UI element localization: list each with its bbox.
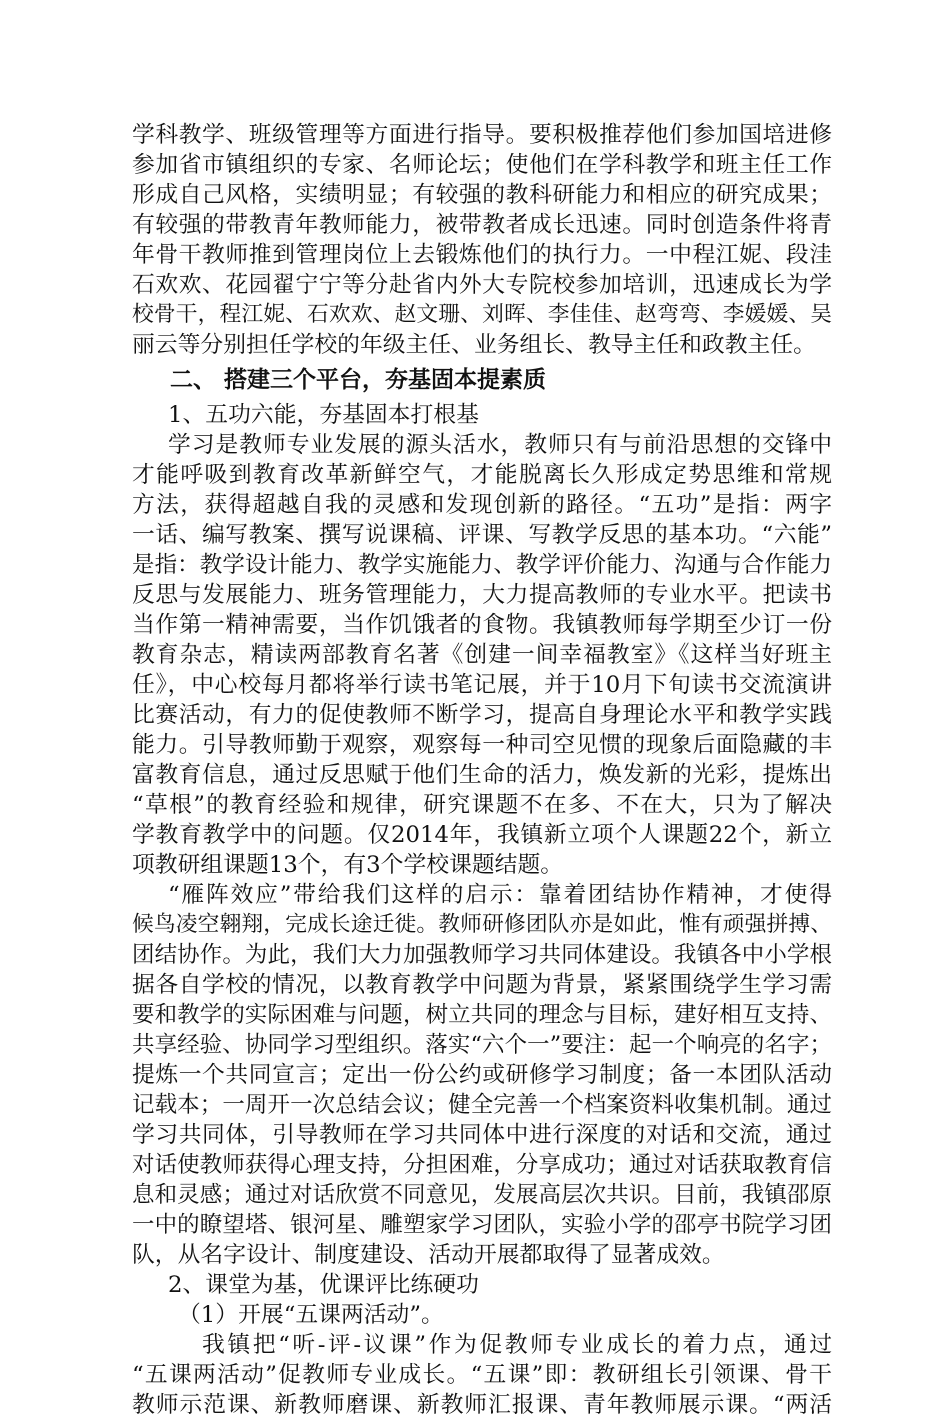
text-line: 要和教学的实际困难与问题，树立共同的理念与目标，建好相互支持、	[132, 1002, 832, 1028]
text-line: 学习共同体，引导教师在学习共同体中进行深度的对话和交流，通过	[132, 1122, 832, 1148]
text-line: 参加省市镇组织的专家、名师论坛；使他们在学科教学和班主任工作	[132, 152, 832, 178]
text-line: 校骨干，程江妮、石欢欢、赵文珊、刘晖、李佳佳、赵弯弯、李媛媛、吴	[132, 302, 832, 327]
text-line: 记载本；一周开一次总结会议；健全完善一个档案资料收集机制。通过	[132, 1092, 832, 1118]
text-line: 有较强的带教青年教师能力，被带教者成长迅速。同时创造条件将青	[132, 212, 832, 238]
text-line: 形成自己风格，实绩明显；有较强的教科研能力和相应的研究成果；	[132, 182, 832, 208]
paragraph-3	[132, 880, 832, 1270]
text-line: 共享经验、协同学习型组织。落实“六个一”要注：起一个响亮的名字；	[132, 1032, 832, 1058]
paragraph-2	[132, 430, 832, 880]
text-line: 学科教学、班级管理等方面进行指导。要积极推荐他们参加国培进修	[132, 122, 832, 148]
text-line: 队，从名字设计、制度建设、活动开展都取得了显著成效。	[132, 1242, 725, 1268]
text-line: 对话使教师获得心理支持，分担困难，分享成功；通过对话获取教育信	[132, 1152, 832, 1178]
text-line: 任》，中心校每月都将举行读书笔记展，并于10月下旬读书交流演讲	[132, 672, 832, 698]
text-line: 当作第一精神需要，当作饥饿者的食物。我镇教师每学期至少订一份	[132, 612, 832, 638]
text-line: 据各自学校的情况，以教育教学中问题为背景，紧紧围绕学生学习需	[132, 972, 832, 998]
text-line: “五课两活动”促教师专业成长。“五课”即：教研组长引领课、骨干	[132, 1362, 832, 1388]
text-line: 项教研组课题13个，有3个学校课题结题。	[132, 852, 564, 878]
text-line: 石欢欢、花园翟宁宁等分赴省内外大专院校参加培训，迅速成长为学	[132, 272, 832, 298]
text-line: 一中的瞭望塔、银河星、雕塑家学习团队，实验小学的邵亭书院学习团	[132, 1212, 832, 1238]
section-heading: 二、 搭建三个平台，夯基固本提素质	[170, 367, 547, 393]
text-line: 富教育信息，通过反思赋于他们生命的活力，焕发新的光彩，提炼出	[132, 762, 832, 788]
text-line: “草根”的教育经验和规律，研究课题不在多、不在大，只为了解决	[132, 792, 832, 818]
text-line: 教师示范课、新教师磨课、新教师汇报课、青年教师展示课。“两活	[132, 1392, 832, 1418]
text-line: 年骨干教师推到管理岗位上去锻炼他们的执行力。一中程江妮、段洼	[132, 242, 832, 268]
text-line: 候鸟凌空翱翔，完成长途迁徙。教师研修团队亦是如此，惟有顽强拼搏、	[132, 912, 832, 937]
text-line: 反思与发展能力、班务管理能力，大力提高教师的专业水平。把读书	[132, 582, 832, 608]
text-line: 能力。引导教师勤于观察，观察每一种司空见惯的现象后面隐藏的丰	[132, 732, 832, 758]
text-line: “雁阵效应”带给我们这样的启示：靠着团结协作精神，才使得	[168, 882, 832, 908]
text-line: 提炼一个共同宣言；定出一份公约或研修学习制度；备一本团队活动	[132, 1062, 832, 1088]
paragraph-1	[132, 120, 832, 360]
text-line: 我镇把“听-评-议课”作为促教师专业成长的着力点，通过	[202, 1332, 832, 1358]
text-line: 比赛活动，有力的促使教师不断学习，提高自身理论水平和教学实践	[132, 702, 832, 728]
document-body	[132, 120, 832, 1420]
text-line: 教育杂志，精读两部教育名著《创建一间幸福教室》《这样当好班主	[132, 642, 832, 668]
subsection-heading: 2、课堂为基，优课评比练硬功	[168, 1272, 479, 1298]
text-line: 一话、编写教案、撰写说课稿、评课、写教学反思的基本功。“六能”	[132, 522, 832, 548]
text-line: 才能呼吸到教育改革新鲜空气，才能脱离长久形成定势思维和常规	[132, 462, 832, 488]
text-line: 丽云等分别担任学校的年级主任、业务组长、教导主任和政教主任。	[132, 332, 816, 358]
text-line: 是指：教学设计能力、教学实施能力、教学评价能力、沟通与合作能力	[132, 552, 832, 578]
text-line: 息和灵感；通过对话欣赏不同意见，发展高层次共识。目前，我镇邵原	[132, 1182, 832, 1208]
subsection-heading: （1）开展“五课两活动”。	[178, 1302, 444, 1328]
text-line: 学习是教师专业发展的源头活水，教师只有与前沿思想的交锋中	[168, 432, 832, 458]
text-line: 方法，获得超越自我的灵感和发现创新的路径。“五功”是指：两字	[132, 492, 832, 518]
subsection-heading: 1、五功六能，夯基固本打根基	[168, 402, 479, 428]
text-line: 团结协作。为此，我们大力加强教师学习共同体建设。我镇各中小学根	[132, 942, 832, 968]
text-line: 学教育教学中的问题。仅2014年，我镇新立项个人课题22个，新立	[132, 822, 832, 848]
